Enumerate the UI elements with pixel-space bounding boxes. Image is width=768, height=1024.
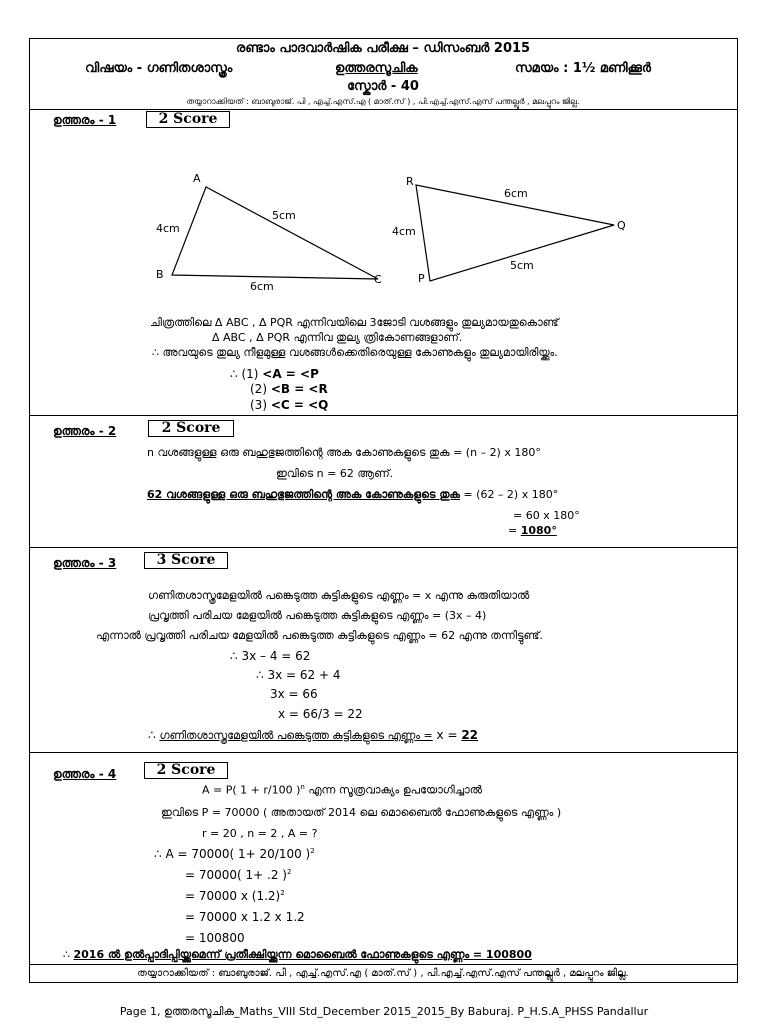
answer-4-step-2-text: = 70000( 1+ .2 ) [185,868,287,882]
result-1 [230,367,319,381]
answer-4-formula-main: A = P( 1 + r/100 ) [202,783,301,797]
side-ab: 4cm [156,222,180,235]
answer-3-line-3: എന്നാൽ പ്രവൃത്തി പരിചയ മേളയിൽ പങ്കെടുത്ത കുട്ടികളുടെ എണ്ണം = 62 എന്നു തന്നിട്ടുണ്ട്. [96,629,543,642]
side-ac: 5cm [272,209,296,222]
answer-3-score: 3 Score [144,552,228,569]
time-label: സമയം : 1½ മണിക്കൂർ [515,61,651,76]
answer-4-conclusion-text: 2016 ൽ ഉൽപ്പാദിപ്പിയ്ക്കുമെന്ന് പ്രതീക്ഷിയ്ക്കുന്ന മൊബൈൽ ഫോണുകളുടെ എണ്ണം = 100800 [73,948,532,961]
answer-4-step-1-exp: 2 [310,847,315,855]
answer-1-line-2: Δ ABC , Δ PQR എന്നിവ തുല്യ ത്രികോണങ്ങളാണ്. [212,331,463,344]
result-1-value: <A = <P [262,367,319,381]
answer-4-step-3-text: = 70000 x (1.2) [185,889,281,903]
answer-key-frame [29,38,738,983]
answer-2-line-3-sum: 62 വശങ്ങളുള്ള ഒരു ബഹുഭുജത്തിന്റെ അക കോണുകളുടെ തുക [147,488,460,501]
answer-2-line-4: = 60 x 180° [513,509,580,522]
answer-1-label: ഉത്തരം - 1 [53,113,117,127]
result-2 [250,382,328,396]
answer-3-conclusion-text: ഗണിതശാസ്ത്രമേളയിൽ പങ്കെടുത്ത കുട്ടികളുടെ എണ്ണം = [159,729,433,742]
side-rp: 4cm [392,225,416,238]
exam-title: രണ്ടാം പാദവാർഷിക പരീക്ഷ – ഡിസംബർ 2015 [235,41,531,56]
result-2-prefix: (2) [250,382,271,396]
answer-2-line-2: ഇവിടെ n = 62 ആണ്. [276,467,394,480]
answer-2-score: 2 Score [148,420,234,437]
answer-4-line-3: r = 20 , n = 2 , A = ? [202,827,318,840]
answer-1-score: 2 Score [146,111,230,128]
result-3-prefix: (3) [250,398,271,412]
triangle-abc [172,187,378,279]
side-pq: 5cm [510,259,534,272]
vertex-p: P [418,272,425,285]
vertex-a: A [193,172,201,185]
divider [30,547,737,548]
answer-4-therefore: ∴ [63,948,74,961]
answer-3-step-3: 3x = 66 [270,687,318,701]
answer-4-label: ഉത്തരം - 4 [53,767,117,781]
answer-4-step-2 [185,868,291,882]
answer-3-step-1: ∴ 3x – 4 = 62 [230,649,311,663]
answer-4-step-2-exp: 2 [287,868,292,876]
answer-4-step-4: = 70000 x 1.2 x 1.2 [185,910,305,924]
divider [30,415,737,416]
vertex-r: R [406,175,414,188]
prepared-by-bottom: തയ്യാറാക്കിയത് : ബാബുരാജ്. പി , എച്ച്.എസ്.എ ( മാത്.സ് ) , പി.എച്ച്.എസ്.എസ് പന്തല്ലൂർ , മലപ്പുറം ജില്ല. [137,968,629,979]
answer-4-step-3-exp: 2 [280,889,285,897]
answer-2-line-1: n വശങ്ങളുള്ള ഒരു ബഹുഭുജത്തിന്റെ അക കോണുകളുടെ തുക = (n – 2) x 180° [147,446,541,459]
page-footer: Page 1, ഉത്തരസൂചിക_Maths_VIII Std_December 2015_2015_By Baburaj. P_H.S.A_PHSS Pandallur [119,1005,649,1018]
subject-label: വിഷയം - ഗണിതശാസ്ത്രം [85,61,233,76]
answer-2-label: ഉത്തരം - 2 [53,424,117,438]
answer-4-score: 2 Score [144,762,228,779]
answer-3-conclusion [148,728,478,742]
prepared-by-header: തയ്യാറാക്കിയത് : ബാബുരാജ്. പി , എച്ച്.എസ്.എ ( മാത്.സ് ) , പി.എച്ച്.എസ്.എസ് പന്തല്ലൂർ , മലപ്പുറം ജില്ല. [186,97,580,106]
divider [30,109,737,110]
result-3-value: <C = <Q [270,398,329,412]
answer-3-line-2: പ്രവൃത്തി പരിചയ മേളയിൽ പങ്കെടുത്ത കുട്ടികളുടെ എണ്ണം = (3x – 4) [148,609,487,622]
answer-3-label: ഉത്തരം - 3 [53,556,117,570]
answer-2-line-5 [508,524,557,537]
answer-2-result: 1080° [520,524,557,537]
answer-3-step-2: ∴ 3x = 62 + 4 [256,668,341,682]
answer-2-line-3-value: = (62 – 2) x 180° [459,488,559,501]
result-1-prefix: ∴ (1) [230,367,263,381]
answer-2-result-prefix: = [508,524,521,537]
triangle-figures [30,169,736,329]
answer-2-line-3 [147,488,558,501]
side-bc: 6cm [250,280,274,293]
result-2-value: <B = <R [270,382,328,396]
answer-3-result: 22 [461,728,479,742]
answer-4-line-2: ഇവിടെ P = 70000 ( അതായത് 2014 ലെ മൊബൈൽ ഫോണുകളുടെ എണ്ണം ) [161,806,562,819]
answer-3-conclusion-mid: x = [432,728,462,742]
answer-4-step-1 [154,847,315,861]
answer-4-formula [202,783,482,797]
divider [30,964,737,965]
answer-1-line-3: ∴ അവയുടെ തുല്യ നീളമുള്ള വശങ്ങൾക്കെതിരെയുള്ള കോണുകളും തുല്യമായിരിയ്ക്കും. [152,346,558,359]
vertex-q: Q [617,219,626,232]
answer-key-title: ഉത്തരസൂചിക [335,61,418,76]
answer-4-formula-desc: എന്ന സൂത്രവാക്യം ഉപയോഗിച്ചാൽ [304,783,482,797]
result-3 [250,398,328,412]
divider [30,752,737,753]
answer-4-formula-exp: n [300,783,305,791]
vertex-b: B [156,268,164,281]
side-rq: 6cm [504,187,528,200]
answer-3-therefore: ∴ [148,728,160,742]
answer-1-line-1: ചിത്രത്തിലെ Δ ABC , Δ PQR എന്നിവയിലെ 3ജോടി വശങ്ങളും തുല്യമായതുകൊണ്ട് [150,316,559,329]
answer-3-step-4: x = 66/3 = 22 [278,707,363,721]
answer-3-line-1: ഗണിതശാസ്ത്രമേളയിൽ പങ്കെടുത്ത കുട്ടികളുടെ എണ്ണം = x എന്നു കരുതിയാൽ [148,589,530,602]
answer-4-step-3 [185,889,285,903]
total-score-label: സ്കോർ - 40 [347,79,419,94]
answer-4-step-5: = 100800 [185,931,245,945]
answer-4-step-1-text: ∴ A = 70000( 1+ 20/100 ) [154,847,311,861]
vertex-c: C [374,273,382,286]
answer-4-conclusion [63,948,532,961]
